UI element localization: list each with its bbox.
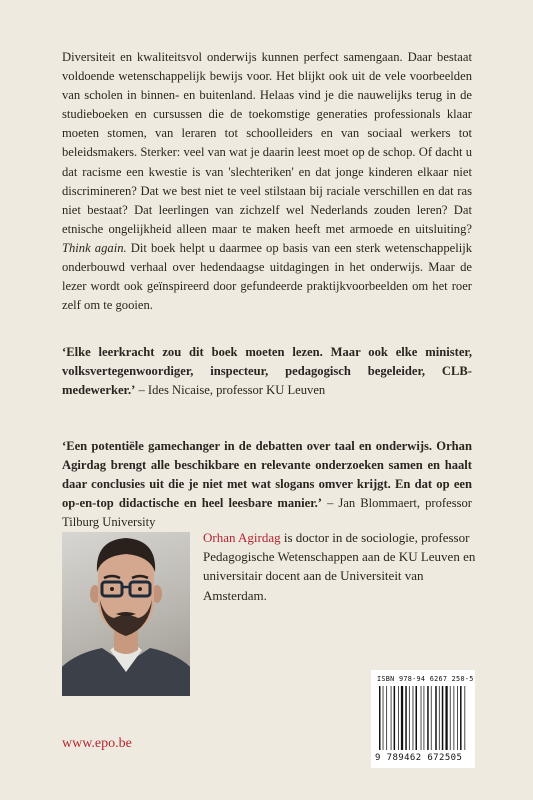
quote-text: ‘Een potentiële gamechanger in de debatten over taal en onderwijs. Orhan Agirdag brengt alle beschikbare en relevante onderzoeken samen en haalt daar conclusies uit die je niet met wat slogans omver krijgt. En dat op een op-en-top didactische en heel leesbare manier.’ bbox=[62, 439, 472, 511]
isbn-barcode bbox=[371, 670, 475, 768]
back-cover-blurb bbox=[62, 48, 472, 315]
quote-text: ‘Elke leerkracht zou dit boek moeten lezen. Maar ook elke minister, volksvertegenwoordiger, inspecteur, pedagogisch begeleider, CLB-medewerker.’ bbox=[62, 345, 472, 398]
barcode-bars bbox=[377, 686, 469, 752]
author-name: Orhan Agirdag bbox=[203, 530, 281, 545]
quote-attribution: – Ides Nicaise, professor KU Leuven bbox=[138, 383, 326, 398]
endorsement-quote bbox=[62, 437, 472, 532]
publisher-website: www.epo.be bbox=[62, 736, 132, 751]
blurb-text: Diversiteit en kwaliteitsvol onderwijs kunnen perfect samengaan. Daar bestaat voldoende wetenschappelijk bewijs voor. Het blijkt ook uit de vele voorbeelden van scholen in binnen- en buitenland. Helaas vind je die nauwelijks terug in de studieboeken en cursussen die de toekomstige generaties professionals klaar moeten stomen, van leraren tot schoolleiders en van sociaal werkers tot beleidsmakers. Sterker: veel van wat je daarin leest moet op de schop. Of dacht u dat racisme een kwestie is van 'slechteriken' en dat jonge kinderen elkaar niet discrimineren? Dat we best niet te veel stilstaan bij raciale verschillen en dat ras niet bestaat? Dat leerlingen van zichzelf wel Nederlands zouden leren? Dat etnische ongelijkheid alleen maar te maken heeft met armoede en uitsluiting? bbox=[62, 50, 472, 236]
author-bio bbox=[203, 528, 478, 605]
author-bio-text: is doctor in de sociologie, professor Pedagogische Wetenschappen aan de KU Leuven en universitair docent aan de Universiteit van Amsterdam. bbox=[203, 530, 476, 603]
quote-attribution: – Jan Blommaert, professor Tilburg University bbox=[62, 496, 472, 530]
blurb-text-continued: Dit boek helpt u daarmee op basis van een sterk wetenschappelijk onderbouwd verhaal over hedendaagse uitdagingen in het onderwijs. Maar de lezer wordt ook geïnspireerd door gefundeerde praktijkvoorbeelden om het roer zelf om te gooien. bbox=[62, 240, 472, 313]
blurb-italic-phrase: Think again. bbox=[62, 240, 127, 255]
isbn-digits: 9 789462 672505 bbox=[375, 753, 463, 763]
author-photo bbox=[62, 532, 190, 696]
isbn-label: ISBN 978-94 6267 250-5 bbox=[377, 675, 474, 683]
endorsement-quote bbox=[62, 343, 472, 400]
